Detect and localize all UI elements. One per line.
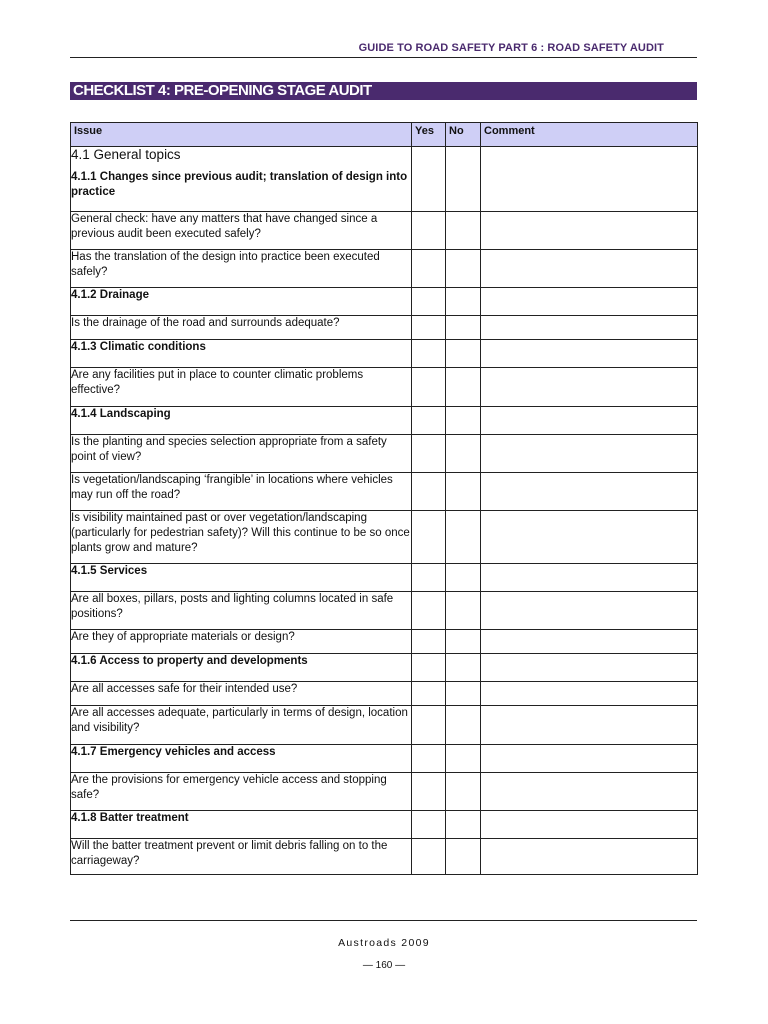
footer-organisation: Austroads 2009 xyxy=(338,937,430,949)
question-text: Are they of appropriate materials or design? xyxy=(71,630,412,654)
no-cell[interactable] xyxy=(446,511,481,564)
no-cell[interactable] xyxy=(446,147,481,170)
section-row xyxy=(71,564,698,592)
checklist-title-banner: CHECKLIST 4: PRE-OPENING STAGE AUDIT xyxy=(70,82,697,100)
no-cell[interactable] xyxy=(446,288,481,316)
yes-cell[interactable] xyxy=(412,511,446,564)
column-header-yes: Yes xyxy=(412,123,446,147)
yes-cell[interactable] xyxy=(412,250,446,288)
yes-cell[interactable] xyxy=(412,170,446,212)
question-text: Are any facilities put in place to counter climatic problems effective? xyxy=(71,368,412,407)
comment-cell[interactable] xyxy=(481,340,698,368)
column-header-comment: Comment xyxy=(481,123,698,147)
question-text: Is the drainage of the road and surrounds adequate? xyxy=(71,316,412,340)
section-heading: 4.1.3 Climatic conditions xyxy=(71,340,412,368)
section-heading: 4.1.5 Services xyxy=(71,564,412,592)
section-heading: 4.1.8 Batter treatment xyxy=(71,811,412,839)
no-cell[interactable] xyxy=(446,773,481,811)
yes-cell[interactable] xyxy=(412,368,446,407)
question-row xyxy=(71,706,698,745)
comment-cell[interactable] xyxy=(481,839,698,875)
question-text: Is the planting and species selection appropriate from a safety point of view? xyxy=(71,435,412,473)
yes-cell[interactable] xyxy=(412,435,446,473)
question-text: Are all accesses safe for their intended use? xyxy=(71,682,412,706)
no-cell[interactable] xyxy=(446,592,481,630)
topic-row xyxy=(71,147,698,170)
topic-heading: 4.1 General topics xyxy=(71,147,412,170)
question-row xyxy=(71,682,698,706)
table-header-row xyxy=(71,123,698,147)
comment-cell[interactable] xyxy=(481,592,698,630)
yes-cell[interactable] xyxy=(412,654,446,682)
column-header-no: No xyxy=(446,123,481,147)
question-row xyxy=(71,511,698,564)
question-row xyxy=(71,839,698,875)
comment-cell[interactable] xyxy=(481,170,698,212)
yes-cell[interactable] xyxy=(412,811,446,839)
yes-cell[interactable] xyxy=(412,682,446,706)
section-row xyxy=(71,654,698,682)
yes-cell[interactable] xyxy=(412,407,446,435)
comment-cell[interactable] xyxy=(481,706,698,745)
no-cell[interactable] xyxy=(446,340,481,368)
question-text: Will the batter treatment prevent or limit debris falling on to the carriageway? xyxy=(71,839,412,875)
no-cell[interactable] xyxy=(446,706,481,745)
column-header-issue: Issue xyxy=(71,123,412,147)
section-row xyxy=(71,745,698,773)
no-cell[interactable] xyxy=(446,745,481,773)
no-cell[interactable] xyxy=(446,811,481,839)
section-heading: 4.1.2 Drainage xyxy=(71,288,412,316)
section-row xyxy=(71,407,698,435)
comment-cell[interactable] xyxy=(481,511,698,564)
section-heading: 4.1.4 Landscaping xyxy=(71,407,412,435)
question-text: Is visibility maintained past or over vegetation/landscaping (particularly for pedestrian safety)? Will this continue to be so once plants grow and mature? xyxy=(71,511,412,564)
section-row xyxy=(71,811,698,839)
yes-cell[interactable] xyxy=(412,212,446,250)
no-cell[interactable] xyxy=(446,250,481,288)
no-cell[interactable] xyxy=(446,368,481,407)
checklist-table xyxy=(70,122,698,875)
comment-cell[interactable] xyxy=(481,288,698,316)
subsection-heading: 4.1.1 Changes since previous audit; translation of design into practice xyxy=(71,170,412,212)
yes-cell[interactable] xyxy=(412,147,446,170)
comment-cell[interactable] xyxy=(481,473,698,511)
document-header-title: GUIDE TO ROAD SAFETY PART 6 : ROAD SAFETY AUDIT xyxy=(358,42,664,54)
yes-cell[interactable] xyxy=(412,316,446,340)
yes-cell[interactable] xyxy=(412,288,446,316)
footer-divider xyxy=(70,920,697,921)
comment-cell[interactable] xyxy=(481,682,698,706)
question-text: Is vegetation/landscaping ‘frangible’ in locations where vehicles may run off the road? xyxy=(71,473,412,511)
question-text: Are the provisions for emergency vehicle access and stopping safe? xyxy=(71,773,412,811)
header-divider xyxy=(70,57,697,58)
section-row xyxy=(71,340,698,368)
yes-cell[interactable] xyxy=(412,745,446,773)
question-text: Has the translation of the design into practice been executed safely? xyxy=(71,250,412,288)
comment-cell[interactable] xyxy=(481,407,698,435)
no-cell[interactable] xyxy=(446,316,481,340)
question-row xyxy=(71,316,698,340)
question-row xyxy=(71,630,698,654)
comment-cell[interactable] xyxy=(481,654,698,682)
yes-cell[interactable] xyxy=(412,340,446,368)
yes-cell[interactable] xyxy=(412,473,446,511)
no-cell[interactable] xyxy=(446,473,481,511)
comment-cell[interactable] xyxy=(481,630,698,654)
no-cell[interactable] xyxy=(446,839,481,875)
comment-cell[interactable] xyxy=(481,368,698,407)
yes-cell[interactable] xyxy=(412,773,446,811)
page-number: — 160 — xyxy=(362,960,406,971)
yes-cell[interactable] xyxy=(412,564,446,592)
section-heading: 4.1.6 Access to property and developments xyxy=(71,654,412,682)
comment-cell[interactable] xyxy=(481,773,698,811)
comment-cell[interactable] xyxy=(481,811,698,839)
question-row xyxy=(71,773,698,811)
no-cell[interactable] xyxy=(446,682,481,706)
comment-cell[interactable] xyxy=(481,564,698,592)
no-cell[interactable] xyxy=(446,435,481,473)
yes-cell[interactable] xyxy=(412,630,446,654)
no-cell[interactable] xyxy=(446,407,481,435)
no-cell[interactable] xyxy=(446,630,481,654)
yes-cell[interactable] xyxy=(412,592,446,630)
no-cell[interactable] xyxy=(446,564,481,592)
question-row xyxy=(71,250,698,288)
yes-cell[interactable] xyxy=(412,839,446,875)
comment-cell[interactable] xyxy=(481,745,698,773)
subsection-row xyxy=(71,170,698,212)
question-row xyxy=(71,368,698,407)
question-row xyxy=(71,435,698,473)
question-text: Are all accesses adequate, particularly in terms of design, location and visibility? xyxy=(71,706,412,745)
no-cell[interactable] xyxy=(446,170,481,212)
question-row xyxy=(71,473,698,511)
no-cell[interactable] xyxy=(446,654,481,682)
comment-cell[interactable] xyxy=(481,316,698,340)
comment-cell[interactable] xyxy=(481,212,698,250)
comment-cell[interactable] xyxy=(481,147,698,170)
comment-cell[interactable] xyxy=(481,435,698,473)
comment-cell[interactable] xyxy=(481,250,698,288)
question-text: General check: have any matters that have changed since a previous audit been executed safely? xyxy=(71,212,412,250)
question-row xyxy=(71,212,698,250)
question-row xyxy=(71,592,698,630)
section-heading: 4.1.7 Emergency vehicles and access xyxy=(71,745,412,773)
question-text: Are all boxes, pillars, posts and lighting columns located in safe positions? xyxy=(71,592,412,630)
no-cell[interactable] xyxy=(446,212,481,250)
yes-cell[interactable] xyxy=(412,706,446,745)
section-row xyxy=(71,288,698,316)
